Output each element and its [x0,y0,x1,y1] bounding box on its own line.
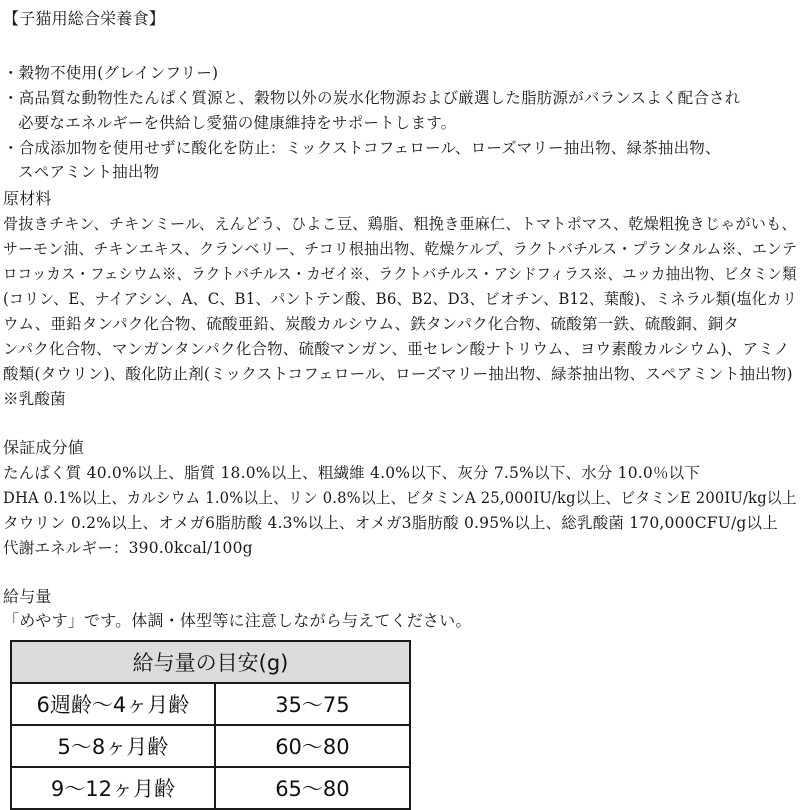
feeding-guide-table [10,640,411,810]
analysis-line: タウリン 0.2%以上、オメガ6脂肪酸 4.3%以上、オメガ3脂肪酸 0.95%以上、総乳酸菌 170,000CFU/g以上 [3,514,778,532]
amount-cell: 65〜80 [215,767,410,809]
ingredients-heading: 原材料 [3,189,52,208]
table-row [11,767,410,809]
feature-line: スペアミント抽出物 [18,163,160,181]
feature-line: ・合成添加物を使用せずに酸化を防止：ミックストコフェロール、ローズマリー抽出物、緑茶抽出物、 [3,139,721,157]
age-cell: 5〜8ヶ月齢 [11,725,215,767]
product-title: 【子猫用総合栄養食】 [3,9,166,28]
age-cell: 9〜12ヶ月齢 [11,767,215,809]
analysis-line: たんぱく質 40.0%以上、脂質 18.0%以上、粗繊維 4.0%以下、灰分 7.5%以下、水分 10.0％以下 [3,464,701,482]
analysis-line: DHA 0.1%以上、カルシウム 1.0%以上、リン 0.8%以上、ビタミンA 25,000IU/kg以上、ビタミンE 200IU/kg以上 [3,489,797,507]
table-row [11,683,410,725]
feeding-heading: 給与量 [3,587,52,606]
ingredients-line: 骨抜きチキン、チキンミール、えんどう、ひよこ豆、鶏脂、粗挽き亜麻仁、トマトポマス、乾燥粗挽きじゃがいも、 [3,215,797,233]
ingredients-line: ※乳酸菌 [3,390,66,408]
ingredients-line: (コリン、E、ナイアシン、A、C、B1、パントテン酸、B6、B2、D3、ビオチン、B12、葉酸)、ミネラル類(塩化カリ [3,290,798,308]
table-header-row [11,641,410,683]
table-row [11,725,410,767]
ingredients-line: ウム、亜鉛タンパク化合物、硫酸亜鉛、炭酸カルシウム、鉄タンパク化合物、硫酸第一鉄、硫酸銅、銅タ [3,315,739,333]
ingredients-line: サーモン油、チキンエキス、クランベリー、チコリ根抽出物、乾燥ケルプ、ラクトバチルス・プランタルム※、エンテ [3,240,798,258]
feeding-intro: 「めやす」です。体調・体型等に注意しながら与えてください。 [3,611,472,630]
amount-cell: 60〜80 [215,725,410,767]
table-header: 給与量の目安(g) [11,641,410,683]
analysis-heading: 保証成分値 [3,438,85,457]
amount-cell: 35〜75 [215,683,410,725]
feature-line: ・穀物不使用(グレインフリー) [3,64,219,82]
analysis-line: 代謝エネルギー：390.0kcal/100g [3,539,253,557]
feature-line: ・高品質な動物性たんぱく質源と、穀物以外の炭水化物源および厳選した脂肪源がバランスよく配合され [3,89,741,107]
feature-line: 必要なエネルギーを供給し愛猫の健康維持をサポートします。 [18,114,457,132]
age-cell: 6週齢〜4ヶ月齢 [11,683,215,725]
ingredients-line: ンパク化合物、マンガンタンパク化合物、硫酸マンガン、亜セレン酸ナトリウム、ヨウ素酸カルシウム)、アミノ [3,340,790,358]
ingredients-line: ロコッカス・フェシウム※、ラクトバチルス・カゼイ※、ラクトバチルス・アシドフィラス※、ユッカ抽出物、ビタミン類 [3,265,797,283]
ingredients-line: 酸類(タウリン)、酸化防止剤(ミックストコフェロール、ローズマリー抽出物、緑茶抽出物、スペアミント抽出物) [3,365,793,383]
